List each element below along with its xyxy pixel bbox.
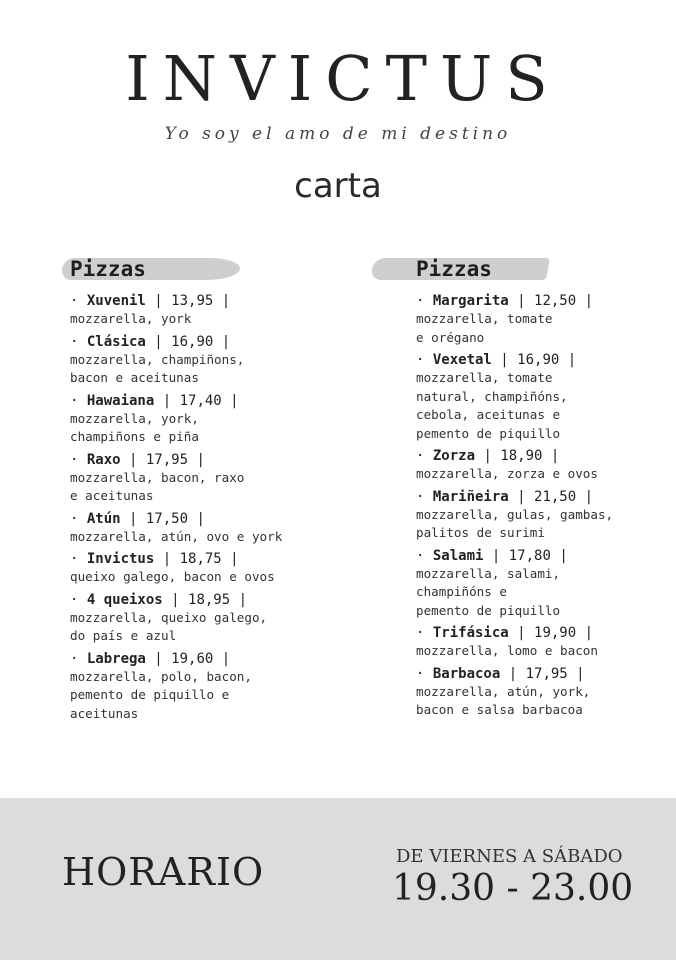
menu-item-description: mozzarella, queixo galego, do país e azul [70, 609, 268, 643]
bullet-icon: · [70, 650, 87, 667]
menu-item-price: 18,75 [179, 551, 222, 567]
menu-item-price: 16,90 [517, 352, 560, 368]
bullet-icon: · [416, 448, 433, 464]
menu-item-list [416, 292, 656, 720]
menu-item-price: 17,95 [525, 665, 568, 682]
bullet-icon: · [70, 591, 87, 608]
menu-item-price: 18,90 [500, 448, 543, 464]
menu-item-name: Barbacoa [432, 665, 501, 682]
menu-item [416, 665, 656, 720]
separator: | [576, 625, 594, 641]
separator: | [508, 488, 535, 505]
opening-hours: 19.30 - 23.00 [392, 868, 634, 909]
menu-item-title [70, 510, 320, 528]
menu-item-description: mozzarella, champiñons, bacon e aceitunas [70, 351, 245, 385]
section-heading-wrap [416, 252, 656, 286]
menu-item-price: 16,90 [171, 333, 214, 350]
separator: | [213, 333, 231, 350]
separator: | [213, 650, 231, 667]
section-heading-pizzas: Pizzas [70, 257, 146, 281]
bullet-icon: · [70, 293, 87, 309]
menu-item-title [70, 550, 320, 568]
tagline: Yo soy el amo de mi destino [164, 124, 512, 144]
menu-item-name: Vexetal [432, 352, 492, 368]
menu-item-price: 13,95 [171, 293, 214, 309]
separator: | [230, 591, 248, 608]
menu-item-price: 12,50 [534, 293, 577, 309]
separator: | [213, 293, 231, 309]
separator: | [188, 451, 205, 468]
menu-item-description: queixo galego, bacon e ovos [70, 569, 275, 584]
menu-item-name: Trifásica [432, 625, 509, 641]
menu-item [70, 292, 320, 329]
menu-item [70, 510, 320, 547]
menu-item-description: mozzarella, lomo e bacon [416, 643, 598, 658]
separator: | [120, 451, 146, 468]
menu-item-name: Clásica [86, 333, 146, 350]
menu-item-name: 4 queixos [86, 591, 163, 608]
separator: | [508, 293, 535, 309]
menu-item-price: 19,60 [171, 650, 214, 667]
bullet-icon: · [416, 352, 433, 368]
menu-item-description: mozzarella, zorza e ovos [416, 466, 598, 481]
opening-hours-footer [0, 798, 676, 960]
menu-column-right [416, 252, 656, 724]
menu-item-price: 17,40 [179, 392, 222, 409]
separator: | [559, 352, 577, 368]
menu-subtitle: carta [294, 166, 382, 206]
separator: | [475, 448, 501, 464]
menu-item-name: Zorza [432, 448, 476, 464]
separator: | [145, 293, 172, 309]
bullet-icon: · [416, 547, 433, 564]
menu-item-name: Mariñeira [432, 488, 509, 505]
separator: | [483, 547, 509, 564]
menu-item-price: 17,80 [508, 547, 551, 564]
menu-item [416, 547, 656, 621]
menu-item [70, 392, 320, 447]
menu-item-description: mozzarella, atún, york, bacon e salsa barbacoa [416, 683, 591, 717]
menu-item-title [70, 333, 320, 351]
bullet-icon: · [416, 625, 433, 641]
menu-item-name: Atún [86, 510, 121, 527]
separator: | [154, 392, 180, 409]
menu-item-title [70, 650, 320, 668]
bullet-icon: · [416, 488, 433, 505]
menu-item [70, 451, 320, 506]
menu-item-title [416, 447, 656, 465]
menu-item-title [416, 547, 656, 565]
separator: | [576, 488, 594, 505]
menu-item-title [416, 351, 656, 369]
menu-item-title [70, 591, 320, 609]
opening-days: DE VIERNES A SÁBADO [396, 846, 623, 867]
menu-item [70, 650, 320, 724]
bullet-icon: · [70, 333, 87, 350]
menu-item-description: mozzarella, tomate e orégano [416, 311, 553, 345]
menu-item-name: Invictus [86, 551, 155, 567]
menu-column-left [70, 252, 320, 727]
menu-item [416, 292, 656, 347]
menu-item-title [70, 292, 320, 310]
separator: | [221, 392, 239, 409]
menu-item-name: Hawaiana [86, 392, 155, 409]
menu-item-title [416, 292, 656, 310]
menu-item [70, 591, 320, 646]
separator: | [145, 650, 172, 667]
menu-item-price: 17,95 [145, 451, 189, 468]
menu-item [416, 488, 656, 543]
menu-item-description: mozzarella, york, champiñons e piña [70, 410, 199, 444]
separator: | [162, 591, 189, 608]
separator: | [576, 293, 594, 309]
menu-item-name: Margarita [432, 293, 509, 309]
bullet-icon: · [416, 293, 433, 309]
menu-item-price: 19,90 [534, 625, 577, 641]
brand-title: INVICTUS [125, 42, 561, 115]
menu-item-name: Labrega [86, 650, 146, 667]
separator: | [188, 510, 205, 527]
menu-item-name: Salami [432, 547, 484, 564]
bullet-icon: · [70, 392, 87, 409]
section-heading-pizzas: Pizzas [416, 257, 492, 281]
menu-item-title [416, 665, 656, 683]
menu-item-price: 17,50 [145, 510, 189, 527]
hours-label: HORARIO [62, 850, 265, 894]
menu-item-title [70, 392, 320, 410]
bullet-icon: · [70, 451, 87, 468]
bullet-icon: · [70, 551, 87, 567]
menu-item-description: mozzarella, gulas, gambas, palitos de surimi [416, 506, 614, 540]
separator: | [500, 665, 526, 682]
menu-item [70, 333, 320, 388]
menu-item [416, 447, 656, 484]
menu-item-price: 18,95 [188, 591, 231, 608]
separator: | [508, 625, 535, 641]
separator: | [550, 547, 568, 564]
separator: | [542, 448, 560, 464]
separator: | [154, 551, 180, 567]
separator: | [491, 352, 518, 368]
menu-item-title [416, 488, 656, 506]
menu-item-title [70, 451, 320, 469]
menu-item-name: Xuvenil [86, 293, 146, 309]
menu-item-title [416, 624, 656, 642]
menu-item-description: mozzarella, polo, bacon, pemento de piquillo e aceitunas [70, 668, 252, 721]
menu-item-list [70, 292, 320, 723]
menu-item [70, 550, 320, 587]
menu-item [416, 351, 656, 443]
menu-item-description: mozzarella, salami, champiñóns e pemento de piquillo [416, 565, 561, 618]
separator: | [145, 333, 172, 350]
menu-item-description: mozzarella, tomate natural, champiñóns, cebola, aceitunas e pemento de piquillo [416, 370, 568, 441]
menu-item-price: 21,50 [534, 488, 577, 505]
menu-item-name: Raxo [86, 451, 121, 468]
menu-item-description: mozzarella, atún, ovo e york [70, 528, 283, 544]
section-heading-wrap [70, 252, 320, 286]
separator: | [120, 510, 146, 527]
menu-item-description: mozzarella, bacon, raxo e aceitunas [70, 469, 245, 503]
bullet-icon: · [70, 510, 87, 527]
separator: | [221, 551, 239, 567]
bullet-icon: · [416, 665, 433, 682]
menu-item [416, 624, 656, 661]
menu-item-description: mozzarella, york [70, 311, 192, 326]
separator: | [567, 665, 585, 682]
